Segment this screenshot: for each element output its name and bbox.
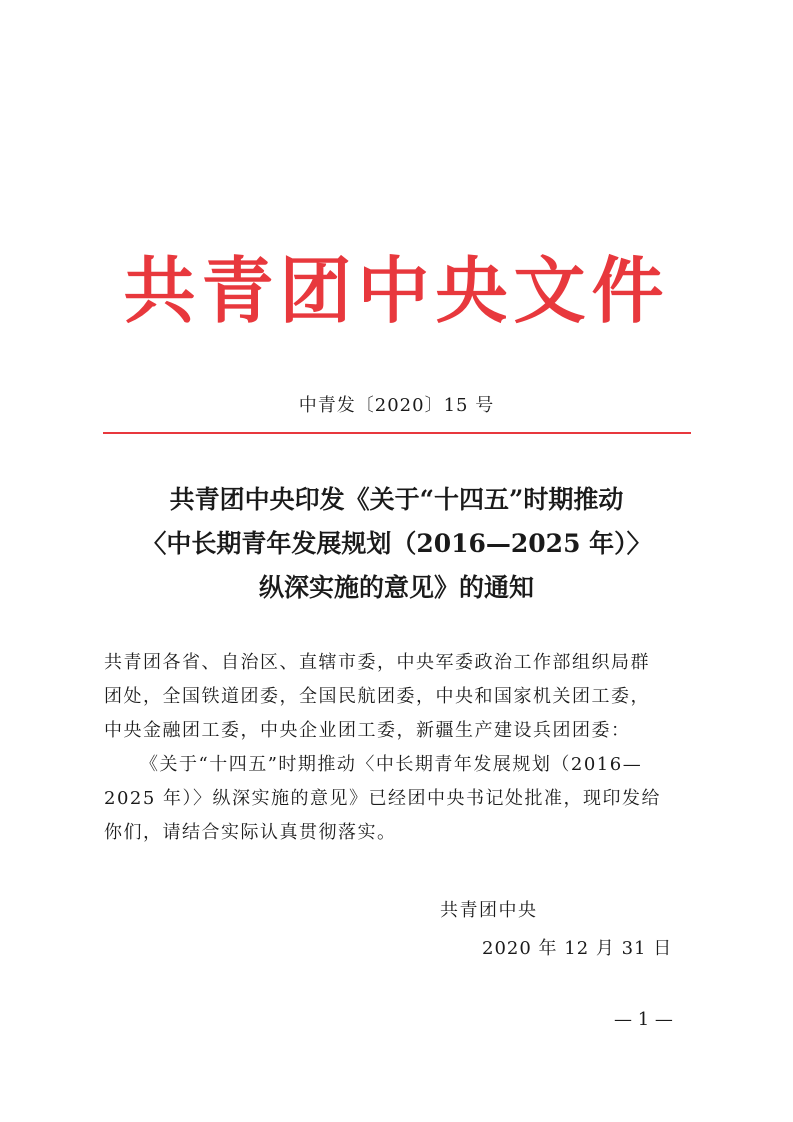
title-line-2: 〈中长期青年发展规划（2016—2025 年）〉 — [141, 529, 652, 558]
recipients-line-3: 中央金融团工委，中央企业团工委，新疆生产建设兵团团委： — [104, 720, 631, 741]
paragraph-line-3: 你们，请结合实际认真贯彻落实。 — [104, 822, 397, 843]
title-line-1: 共青团中央印发《关于“十四五”时期推动 — [169, 485, 624, 514]
document-header-org-name: 共青团中央文件 — [123, 249, 670, 333]
signature-issuer: 共青团中央 — [440, 900, 538, 921]
recipients-line-2: 团处，全国铁道团委，全国民航团委，中央和国家机关团工委， — [104, 686, 650, 707]
title-line-3: 纵深实施的意见》的通知 — [258, 573, 534, 602]
page-number: — 1 — — [614, 1009, 673, 1030]
body-paragraph — [104, 748, 692, 850]
header-divider — [103, 432, 691, 434]
document-title — [70, 478, 723, 610]
paragraph-line-1: 《关于“十四五”时期推动〈中长期青年发展规划（2016— — [140, 754, 643, 775]
paragraph-line-2: 2025 年）〉纵深实施的意见》已经团中央书记处批准，现印发给 — [104, 788, 662, 809]
signature-date: 2020 年 12 月 31 日 — [482, 938, 673, 959]
recipients-line-1: 共青团各省、自治区、直辖市委，中央军委政治工作部组织局群 — [104, 652, 650, 673]
document-number: 中青发〔2020〕15 号 — [298, 395, 495, 416]
recipients-block — [104, 646, 692, 748]
